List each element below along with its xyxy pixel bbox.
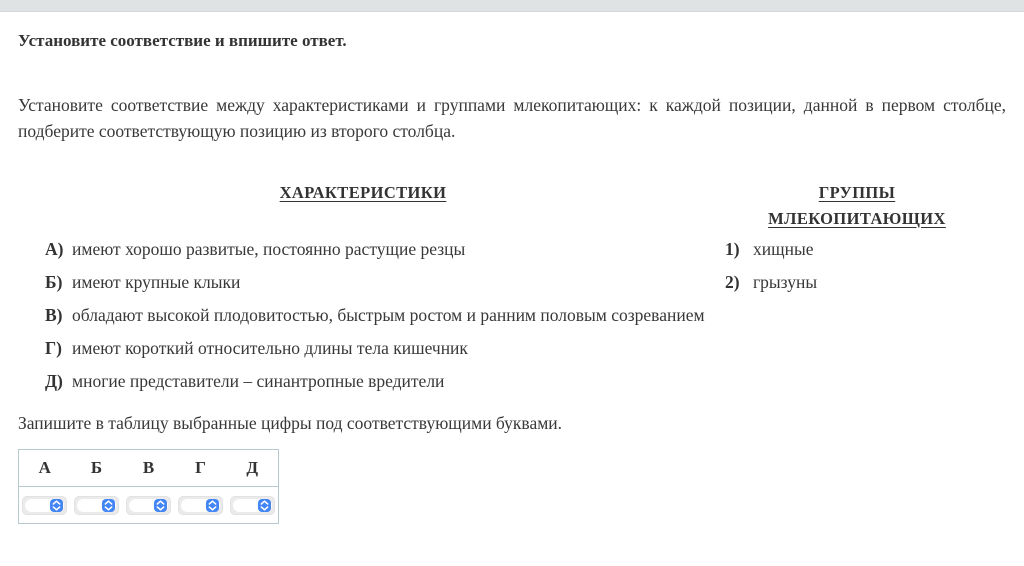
groups-header-line2: МЛЕКОПИТАЮЩИХ — [768, 209, 946, 228]
answer-spinner-b[interactable] — [74, 496, 119, 515]
answer-table-header-row — [19, 450, 279, 487]
characteristic-item-g — [45, 335, 708, 361]
answer-table — [18, 449, 279, 524]
stepper-arrows-icon — [52, 500, 61, 511]
item-text-v: обладают высокой плодовитостью, быстрым ростом и ранним половым созреванием — [72, 305, 705, 325]
page-title: Установите соответствие и впишите ответ. — [18, 31, 347, 50]
stepper-button-d[interactable] — [258, 499, 271, 512]
groups-list — [708, 236, 1006, 295]
question-page — [0, 29, 1024, 524]
stepper-arrows-icon — [260, 500, 269, 511]
answer-table-input-row — [19, 487, 279, 524]
item-text-a: имеют хорошо развитые, постоянно растущие резцы — [72, 239, 466, 259]
item-text-g: имеют короткий относительно длины тела кишечник — [72, 338, 468, 358]
groups-header-line1: ГРУППЫ — [818, 183, 896, 202]
answer-spinner-a[interactable] — [22, 496, 67, 515]
item-letter-b: Б) — [45, 272, 63, 292]
top-bar — [0, 0, 1024, 12]
item-letter-d: Д) — [45, 371, 63, 391]
characteristic-item-d — [45, 368, 708, 394]
item-letter-g: Г) — [45, 338, 62, 358]
characteristics-header — [18, 180, 708, 236]
option-number-2: 2) — [725, 272, 740, 292]
stepper-arrows-icon — [208, 500, 217, 511]
intro-paragraph: Установите соответствие между характеристиками и группами млекопитающих: к каждой позиции, данной в первом столбце, подберите соответствующую позицию из второго столбца. — [18, 95, 1006, 141]
answer-spinner-v[interactable] — [126, 496, 171, 515]
stepper-arrows-icon — [104, 500, 113, 511]
group-option-1 — [725, 236, 1006, 262]
column-header-b: Б — [71, 450, 123, 487]
characteristics-list — [18, 236, 708, 394]
characteristic-item-v — [45, 302, 708, 328]
group-option-2 — [725, 269, 1006, 295]
option-text-2: грызуны — [753, 272, 818, 292]
characteristic-item-b — [45, 269, 708, 295]
answer-spinner-d[interactable] — [230, 496, 275, 515]
characteristics-column — [18, 180, 708, 401]
answer-spinner-g[interactable] — [178, 496, 223, 515]
stepper-arrows-icon — [156, 500, 165, 511]
option-number-1: 1) — [725, 239, 740, 259]
stepper-button-v[interactable] — [154, 499, 167, 512]
item-letter-v: В) — [45, 305, 63, 325]
stepper-button-b[interactable] — [102, 499, 115, 512]
item-text-b: имеют крупные клыки — [72, 272, 241, 292]
column-header-a: А — [19, 450, 71, 487]
groups-column — [708, 180, 1006, 401]
stepper-button-g[interactable] — [206, 499, 219, 512]
stepper-button-a[interactable] — [50, 499, 63, 512]
item-letter-a: А) — [45, 239, 64, 259]
column-header-d: Д — [227, 450, 279, 487]
column-header-g: Г — [175, 450, 227, 487]
characteristics-header-text: ХАРАКТЕРИСТИКИ — [279, 183, 447, 202]
column-header-v: В — [123, 450, 175, 487]
groups-header — [708, 180, 1006, 236]
option-text-1: хищные — [753, 239, 814, 259]
characteristic-item-a — [45, 236, 708, 262]
instruction-text: Запишите в таблицу выбранные цифры под соответствующими буквами. — [18, 413, 563, 433]
item-text-d: многие представители – синантропные вредители — [72, 371, 445, 391]
matching-section — [18, 180, 1006, 401]
